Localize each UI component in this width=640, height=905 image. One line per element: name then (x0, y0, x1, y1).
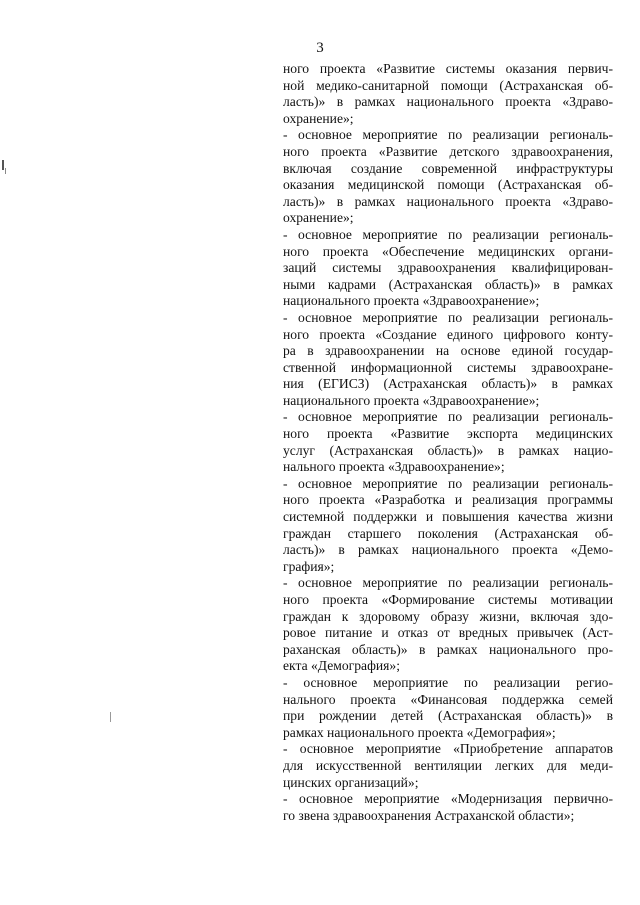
text-line: национального проекта «Здравоохранение»; (283, 392, 540, 408)
text-line: ласть)» в рамках национального проекта «Здраво- (283, 94, 613, 110)
text-line: нального проекта «Финансовая поддержка семей (283, 691, 613, 707)
paragraph (283, 476, 613, 576)
text-line: - основное мероприятие по реализации региональ- (283, 475, 613, 491)
text-line: граждан к здоровому образу жизни, включая здо- (283, 608, 613, 624)
text-line: ровое питание и отказ от вредных привычек (Аст- (283, 625, 613, 641)
body-text (283, 61, 613, 824)
paragraph (283, 227, 613, 310)
text-line: цинских организаций»; (283, 774, 419, 790)
paragraph (283, 675, 613, 741)
text-line: екта «Демография»; (283, 658, 400, 674)
text-line: - основное мероприятие по реализации региональ- (283, 127, 613, 143)
scan-mark (110, 712, 111, 722)
text-line: ственной информационной системы здравоохране- (283, 359, 613, 375)
page-number: 3 (316, 40, 324, 56)
text-line: ного проекта «Обеспечение медицинских органи- (283, 243, 613, 259)
text-line: ной медико-санитарной помощи (Астраханская об- (283, 77, 613, 93)
text-line: нального проекта «Здравоохранение»; (283, 459, 505, 475)
text-line: ного проекта «Формирование системы мотивации (283, 592, 613, 607)
text-line: - основное мероприятие по реализации регио- (283, 674, 613, 690)
text-line: охранение»; (283, 110, 354, 126)
text-line: ра в здравоохранении на основе единой государ- (283, 343, 613, 359)
text-line: ного проекта «Разработка и реализация программы (283, 492, 613, 508)
text-line: ласть)» в рамках национального проекта «Здраво- (283, 193, 613, 209)
text-line: рамках национального проекта «Демография»; (283, 724, 556, 740)
text-line: ласть)» в рамках национального проекта «Демо- (283, 542, 613, 558)
text-line: раханская область)» в рамках национального про- (283, 641, 613, 657)
paragraph (283, 310, 613, 410)
paragraph (283, 409, 613, 475)
text-line: - основное мероприятие по реализации региональ- (283, 309, 613, 325)
paragraph (283, 791, 613, 824)
text-line: ными кадрами (Астраханская область)» в рамках (283, 276, 613, 292)
text-line: - основное мероприятие «Модернизация первично- (283, 791, 613, 807)
text-line: системной поддержки и повышения качества жизни (283, 509, 613, 525)
text-line: - основное мероприятие по реализации региональ- (283, 575, 613, 591)
scan-mark (5, 168, 6, 174)
text-line: для искусственной вентиляции легких для меди- (283, 757, 613, 773)
text-line: заций системы здравоохранения квалифицирован- (283, 260, 613, 276)
text-line: включая создание современной инфраструктуры (283, 160, 613, 176)
text-line: ния (ЕГИСЗ) (Астраханская область)» в рамках (283, 376, 613, 392)
text-line: при рождении детей (Астраханская область)» в (283, 708, 613, 724)
paragraph (283, 61, 613, 127)
text-line: граждан старшего поколения (Астраханская об- (283, 525, 613, 541)
text-line: услуг (Астраханская область)» в рамках нацио- (283, 442, 613, 458)
text-line: ного проекта «Создание единого цифрового конту- (283, 326, 613, 342)
text-line: - основное мероприятие «Приобретение аппаратов (283, 741, 613, 757)
text-line: ного проекта «Развитие системы оказания первич- (283, 61, 613, 76)
text-line: ного проекта «Развитие экспорта медицинских (283, 426, 613, 442)
text-line: национального проекта «Здравоохранение»; (283, 293, 540, 309)
scan-mark (2, 160, 4, 170)
text-line: графия»; (283, 558, 335, 574)
text-line: оказания медицинской помощи (Астраханская об- (283, 177, 613, 193)
paragraph (283, 127, 613, 227)
text-line: - основное мероприятие по реализации региональ- (283, 409, 613, 425)
paragraph (283, 575, 613, 675)
text-line: охранение»; (283, 210, 354, 226)
text-line: - основное мероприятие по реализации региональ- (283, 226, 613, 242)
paragraph (283, 741, 613, 791)
text-line: го звена здравоохранения Астраханской области»; (283, 807, 575, 823)
text-line: ного проекта «Развитие детского здравоохранения, (283, 143, 613, 159)
